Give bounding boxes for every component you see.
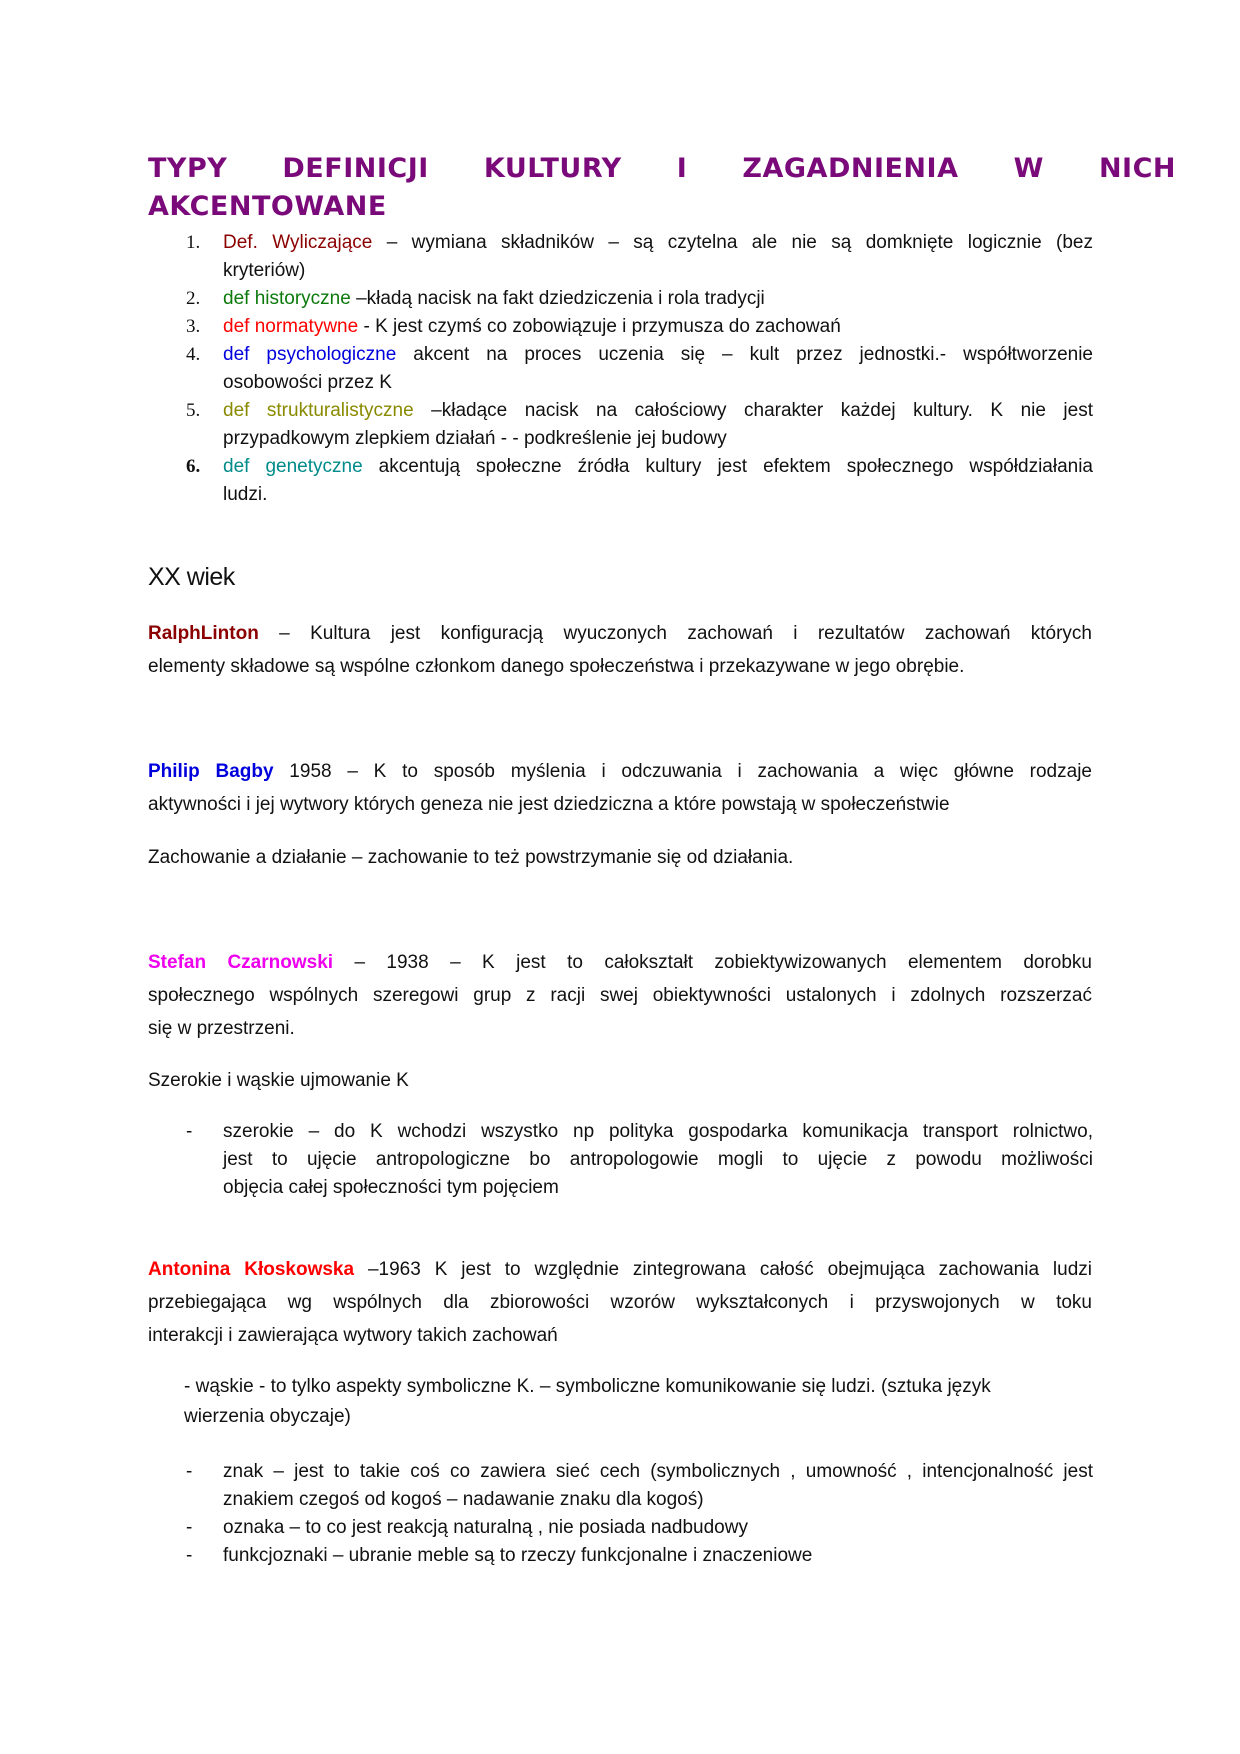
paragraph-text: – 1938 – K jest to całokształt zobiektywizowanych elementem dorobku [333, 952, 1092, 973]
list-number: 1. [186, 232, 201, 253]
document-title-line1 [148, 150, 1176, 188]
definition-text-cont: ludzi. [223, 484, 268, 505]
definition-item-5 [223, 397, 1093, 425]
definition-item-1 [223, 229, 1093, 257]
definition-text-cont: osobowości przez K [223, 372, 392, 393]
bullet-funkcjoznaki: funkcjoznaki – ubranie meble są to rzeczy funkcjonalne i znaczeniowe [223, 1545, 813, 1566]
definition-term: def historyczne [223, 288, 351, 309]
author-paragraph-linton [148, 617, 1092, 650]
list-number: 4. [186, 344, 201, 365]
definition-text: –kładące nacisk na całościowy charakter każdej kultury. K nie jest [413, 400, 1093, 421]
definition-item-2 [223, 285, 1093, 313]
bullet-dash: - [186, 1121, 193, 1142]
title-word: DEFINICJI [282, 153, 429, 184]
definition-term: def normatywne [223, 316, 359, 337]
paragraph-text: 1958 – K to sposób myślenia i odczuwania i zachowania a więc główne rodzaje [273, 761, 1092, 782]
note-zachowanie: Zachowanie a działanie – zachowanie to też powstrzymanie się od działania. [148, 847, 794, 868]
author-paragraph-bagby [148, 755, 1092, 788]
list-number: 5. [186, 400, 201, 421]
list-number: 6. [186, 456, 201, 477]
bullet-oznaka: oznaka – to co jest reakcją naturalną , nie posiada nadbudowy [223, 1517, 748, 1538]
bullet-szerokie: szerokie – do K wchodzi wszystko np polityka gospodarka komunikacja transport rolnictwo, [223, 1121, 1093, 1142]
title-word: TYPY [148, 153, 228, 184]
definition-text-cont: przypadkowym zlepkiem działań - - podkreślenie jej budowy [223, 428, 727, 449]
author-paragraph-kloskowska [148, 1253, 1092, 1286]
author-name: Antonina Kłoskowska [148, 1259, 355, 1280]
paragraph-text-cont: przebiegająca wg wspólnych dla zbiorowości wzorów wykształconych i przyswojonych w toku [148, 1292, 1092, 1313]
list-number: 3. [186, 316, 201, 337]
definition-text: –kładą nacisk na fakt dziedziczenia i rola tradycji [350, 288, 765, 309]
paragraph-text: – Kultura jest konfiguracją wyuczonych zachowań i rezultatów zachowań których [258, 623, 1092, 644]
paragraph-text-cont: aktywności i jej wytwory których geneza nie jest dziedziczna a które powstają w społeczeństwie [148, 794, 950, 815]
document-title-line2: AKCENTOWANE [148, 191, 387, 222]
author-paragraph-czarnowski [148, 946, 1092, 979]
definition-text: akcent na proces uczenia się – kult przez jednostki.- współtworzenie [396, 344, 1093, 365]
title-word: I [676, 153, 688, 184]
definition-term: def genetyczne [223, 456, 363, 477]
author-name: RalphLinton [148, 623, 259, 644]
note-waskie-cont: wierzenia obyczaje) [184, 1406, 351, 1427]
definition-item-3 [223, 313, 1093, 341]
bullet-szerokie-cont: jest to ujęcie antropologiczne bo antropologowie mogli to ujęcie z powodu możliwości [223, 1149, 1093, 1170]
section-heading: XX wiek [148, 563, 235, 591]
paragraph-text-cont: interakcji i zawierająca wytwory takich zachowań [148, 1325, 558, 1346]
definition-term: def psychologiczne [223, 344, 397, 365]
bullet-dash: - [186, 1517, 193, 1538]
definition-text: - K jest czymś co zobowiązuje i przymusza do zachowań [358, 316, 841, 337]
title-word: NICH [1098, 153, 1176, 184]
paragraph-text-cont: społecznego wspólnych szeregowi grup z racji swej obiektywności ustalonych i zdolnych rozszerzać [148, 985, 1092, 1006]
list-number: 2. [186, 288, 201, 309]
bullet-dash: - [186, 1461, 193, 1482]
author-name: Stefan Czarnowski [148, 952, 334, 973]
definition-text-cont: kryteriów) [223, 260, 306, 281]
bullet-dash: - [186, 1545, 193, 1566]
author-name: Philip Bagby [148, 761, 274, 782]
definition-item-4 [223, 341, 1093, 369]
bullet-znak-cont: znakiem czegoś od kogoś – nadawanie znaku dla kogoś) [223, 1489, 704, 1510]
title-word: ZAGADNIENIA [742, 153, 959, 184]
definition-item-6 [223, 453, 1093, 481]
bullet-znak: znak – jest to takie coś co zawiera sieć cech (symbolicznych , umowność , intencjonalność jest [223, 1461, 1093, 1482]
paragraph-text-cont: się w przestrzeni. [148, 1018, 295, 1039]
definition-term: Def. Wyliczające [223, 232, 373, 253]
definition-text: – wymiana składników – są czytelna ale nie są domknięte logicznie (bez [372, 232, 1093, 253]
note-waskie: - wąskie - to tylko aspekty symboliczne K. – symboliczne komunikowanie się ludzi. (sztuka język [184, 1376, 991, 1397]
definition-term: def strukturalistyczne [223, 400, 414, 421]
bullet-szerokie-cont: objęcia całej społeczności tym pojęciem [223, 1177, 559, 1198]
paragraph-text: –1963 K jest to względnie zintegrowana całość obejmująca zachowania ludzi [354, 1259, 1093, 1280]
title-word: W [1013, 153, 1044, 184]
note-szerokie-heading: Szerokie i wąskie ujmowanie K [148, 1070, 409, 1091]
paragraph-text-cont: elementy składowe są wspólne członkom danego społeczeństwa i przekazywane w jego obrębie. [148, 656, 965, 677]
title-word: KULTURY [483, 153, 622, 184]
definition-text: akcentują społeczne źródła kultury jest efektem społecznego współdziałania [362, 456, 1093, 477]
